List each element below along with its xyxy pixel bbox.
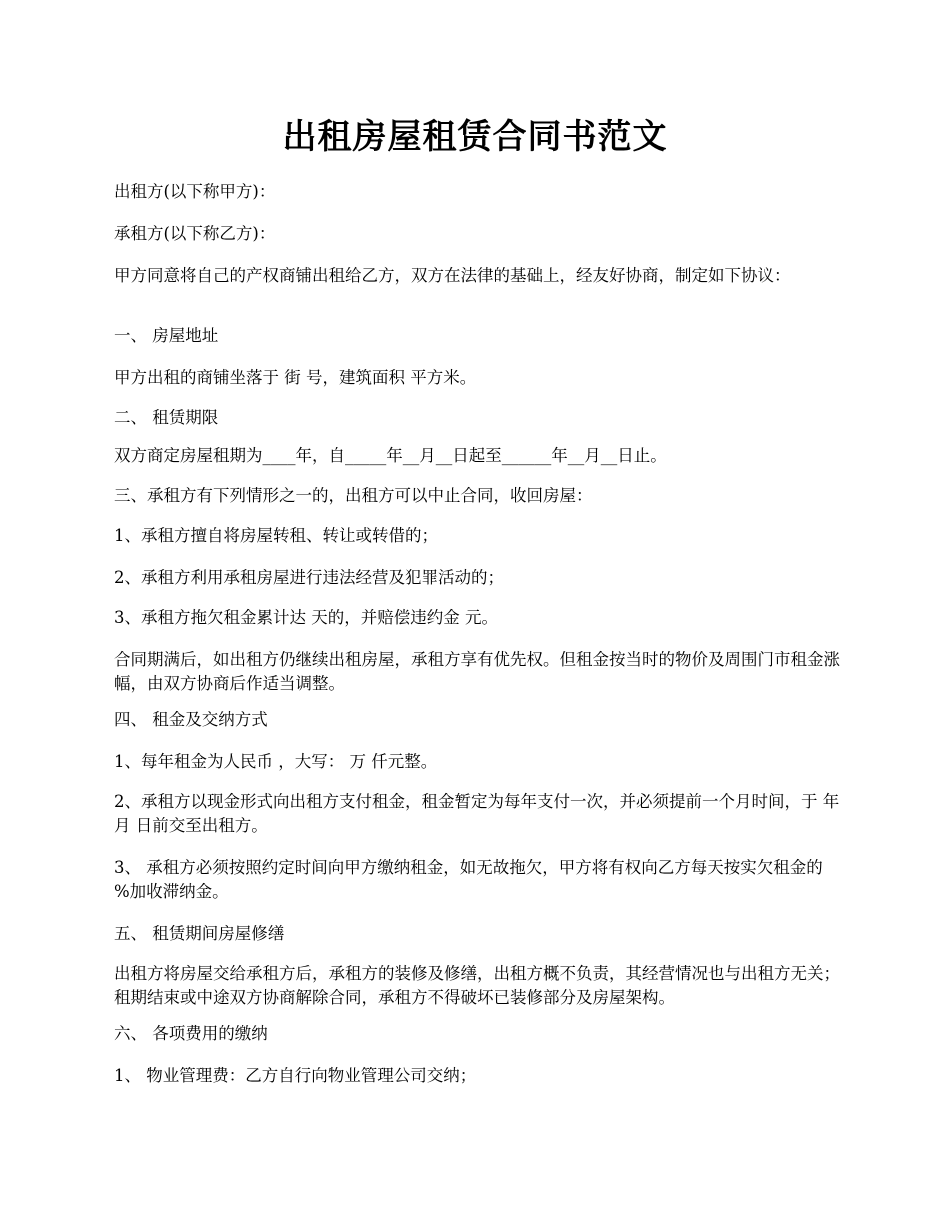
renewal-paragraph: 合同期满后，如出租方仍继续出租房屋，承租方享有优先权。但租金按当时的物价及周围门市租金涨幅，由双方协商后作适当调整。	[114, 650, 840, 693]
clause-3-2: 2、承租方利用承租房屋进行违法经营及犯罪活动的；	[114, 568, 504, 587]
clause-6-1: 1、 物业管理费：乙方自行向物业管理公司交纳；	[114, 1066, 477, 1085]
section-heading-4: 四、 租金及交纳方式	[114, 710, 268, 729]
section-heading-3: 三、承租方有下列情形之一的，出租方可以中止合同，收回房屋：	[114, 486, 593, 505]
document-title: 出租房屋租赁合同书范文	[282, 117, 668, 157]
repair-paragraph: 出租方将房屋交给承租方后，承租方的装修及修缮，出租方概不负责，其经营情况也与出租方无关；租期结束或中途双方协商解除合同，承租方不得破坏已装修部分及房屋架构。	[114, 964, 840, 1007]
section-heading-5: 五、 租赁期间房屋修缮	[114, 924, 285, 943]
clause-4-2: 2、承租方以现金形式向出租方支付租金，租金暂定为每年支付一次，并必须提前一个月时间，于 年 月 日前交至出租方。	[114, 792, 840, 835]
section-heading-1: 一、 房屋地址	[114, 326, 219, 345]
clause-3-1: 1、承租方擅自将房屋转租、转让或转借的；	[114, 526, 438, 545]
intro-paragraph: 甲方同意将自己的产权商铺出租给乙方，双方在法律的基础上，经友好协商，制定如下协议：	[114, 266, 791, 285]
party-a-line: 出租方(以下称甲方)：	[114, 182, 276, 201]
clause-4-3: 3、 承租方必须按照约定时间向甲方缴纳租金，如无故拖欠，甲方将有权向乙方每天按实欠租金的 %加收滞纳金。	[114, 858, 823, 901]
address-paragraph: 甲方出租的商铺坐落于 街 号，建筑面积 平方米。	[114, 368, 477, 387]
section-heading-2: 二、 租赁期限	[114, 408, 219, 427]
term-paragraph: 双方商定房屋租期为____年，自_____年__月__日起至______年__月__日止。	[114, 446, 667, 465]
section-heading-6: 六、 各项费用的缴纳	[114, 1024, 268, 1043]
clause-3-3: 3、承租方拖欠租金累计达 天的，并赔偿违约金 元。	[114, 608, 498, 627]
clause-4-1: 1、每年租金为人民币 ，大写： 万 仟元整。	[114, 752, 438, 771]
party-b-line: 承租方(以下称乙方)：	[114, 224, 276, 243]
